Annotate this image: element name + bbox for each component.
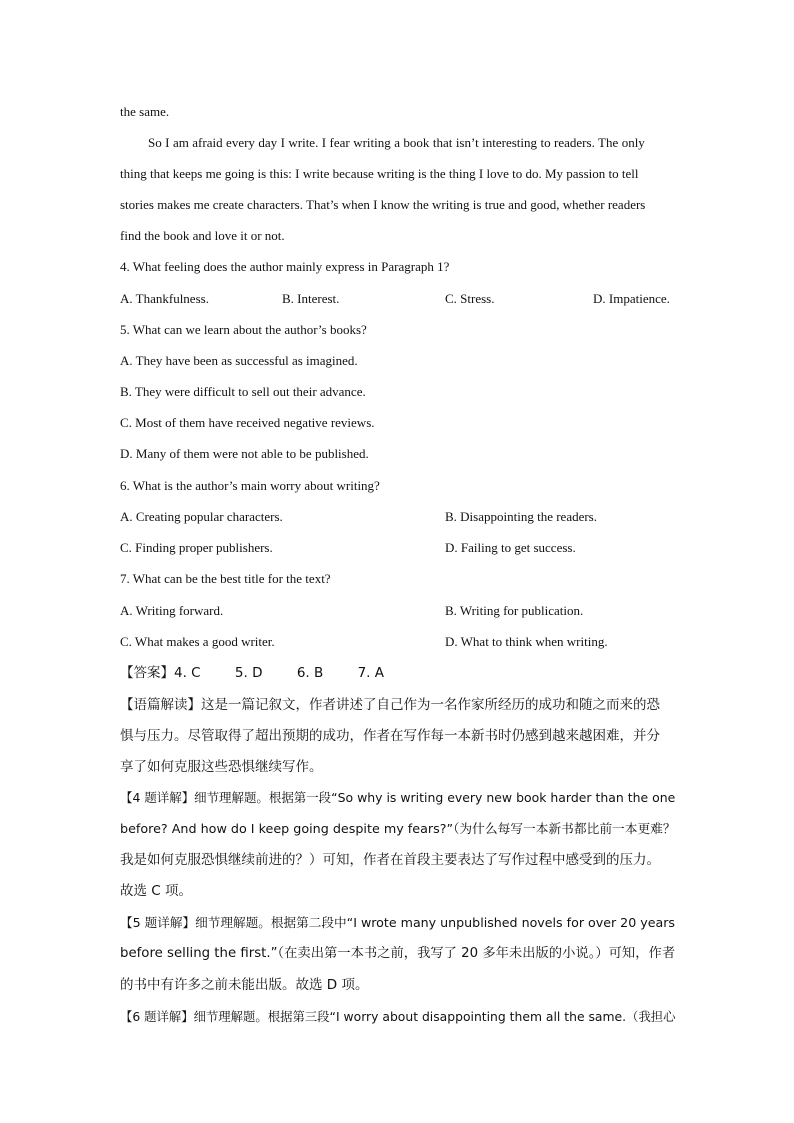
passage-line: stories makes me create characters. That’s when I know the writing is true and good, whether readers	[120, 197, 646, 212]
answer-key: 【答案】4. C 5. D 6. B 7. A	[120, 665, 384, 681]
question-stem: 7. What can be the best title for the text?	[120, 571, 331, 586]
option-b: B. Writing for publication.	[445, 603, 584, 618]
analysis-line: 的书中有许多之前未能出版。故选 D 项。	[120, 977, 369, 993]
analysis-line: before selling the first.”（在卖出第一本书之前，我写了 20 多年未出版的小说。）可知，作者	[120, 946, 676, 961]
option-a: A. They have been as successful as imagined.	[120, 353, 358, 368]
analysis-line: 【5 题详解】细节理解题。根据第二段中“I wrote many unpublished novels for over 20 years	[120, 915, 676, 930]
option-c: C. Most of them have received negative reviews.	[120, 415, 375, 430]
analysis-line: 【4 题详解】细节理解题。根据第一段“So why is writing every new book harder than the one	[120, 790, 676, 805]
question-stem: 5. What can we learn about the author’s books?	[120, 322, 367, 337]
analysis-line: 故选 C 项。	[120, 883, 193, 899]
option-a: A. Writing forward.	[120, 603, 224, 618]
passage-line: find the book and love it or not.	[120, 228, 285, 243]
option-d: D. Impatience.	[593, 291, 670, 306]
option-a: A. Thankfulness.	[120, 291, 209, 306]
question-stem: 6. What is the author’s main worry about writing?	[120, 478, 380, 493]
option-b: B. They were difficult to sell out their advance.	[120, 384, 366, 399]
option-c: C. Finding proper publishers.	[120, 540, 273, 555]
option-d: D. What to think when writing.	[445, 634, 608, 649]
option-c: C. Stress.	[445, 291, 495, 306]
analysis-line: 享了如何克服这些恐惧继续写作。	[120, 759, 323, 775]
option-b: B. Disappointing the readers.	[445, 509, 597, 524]
passage-line: thing that keeps me going is this: I write because writing is the thing I love to do. My passion to tell	[120, 166, 639, 181]
analysis-line: 【语篇解读】这是一篇记叙文，作者讲述了自己作为一名作家所经历的成功和随之而来的恐	[120, 697, 660, 713]
question-stem: 4. What feeling does the author mainly express in Paragraph 1?	[120, 259, 450, 274]
analysis-line: before? And how do I keep going despite my fears?”（为什么每写一本新书都比前一本更难？	[120, 821, 676, 836]
analysis-line: 我是如何克服恐惧继续前进的？）可知，作者在首段主要表达了写作过程中感受到的压力。	[120, 852, 660, 868]
passage-line: So I am afraid every day I write. I fear writing a book that isn’t interesting to readers. The only	[148, 135, 645, 150]
option-d: D. Failing to get success.	[445, 540, 576, 555]
option-a: A. Creating popular characters.	[120, 509, 283, 524]
option-b: B. Interest.	[282, 291, 340, 306]
analysis-line: 惧与压力。尽管取得了超出预期的成功，作者在写作每一本新书时仍感到越来越困难，并分	[120, 728, 660, 744]
option-c: C. What makes a good writer.	[120, 634, 275, 649]
option-d: D. Many of them were not able to be published.	[120, 446, 369, 461]
analysis-line: 【6 题详解】细节理解题。根据第三段“I worry about disappointing them all the same.（我担心	[120, 1010, 676, 1024]
passage-line: the same.	[120, 104, 170, 119]
